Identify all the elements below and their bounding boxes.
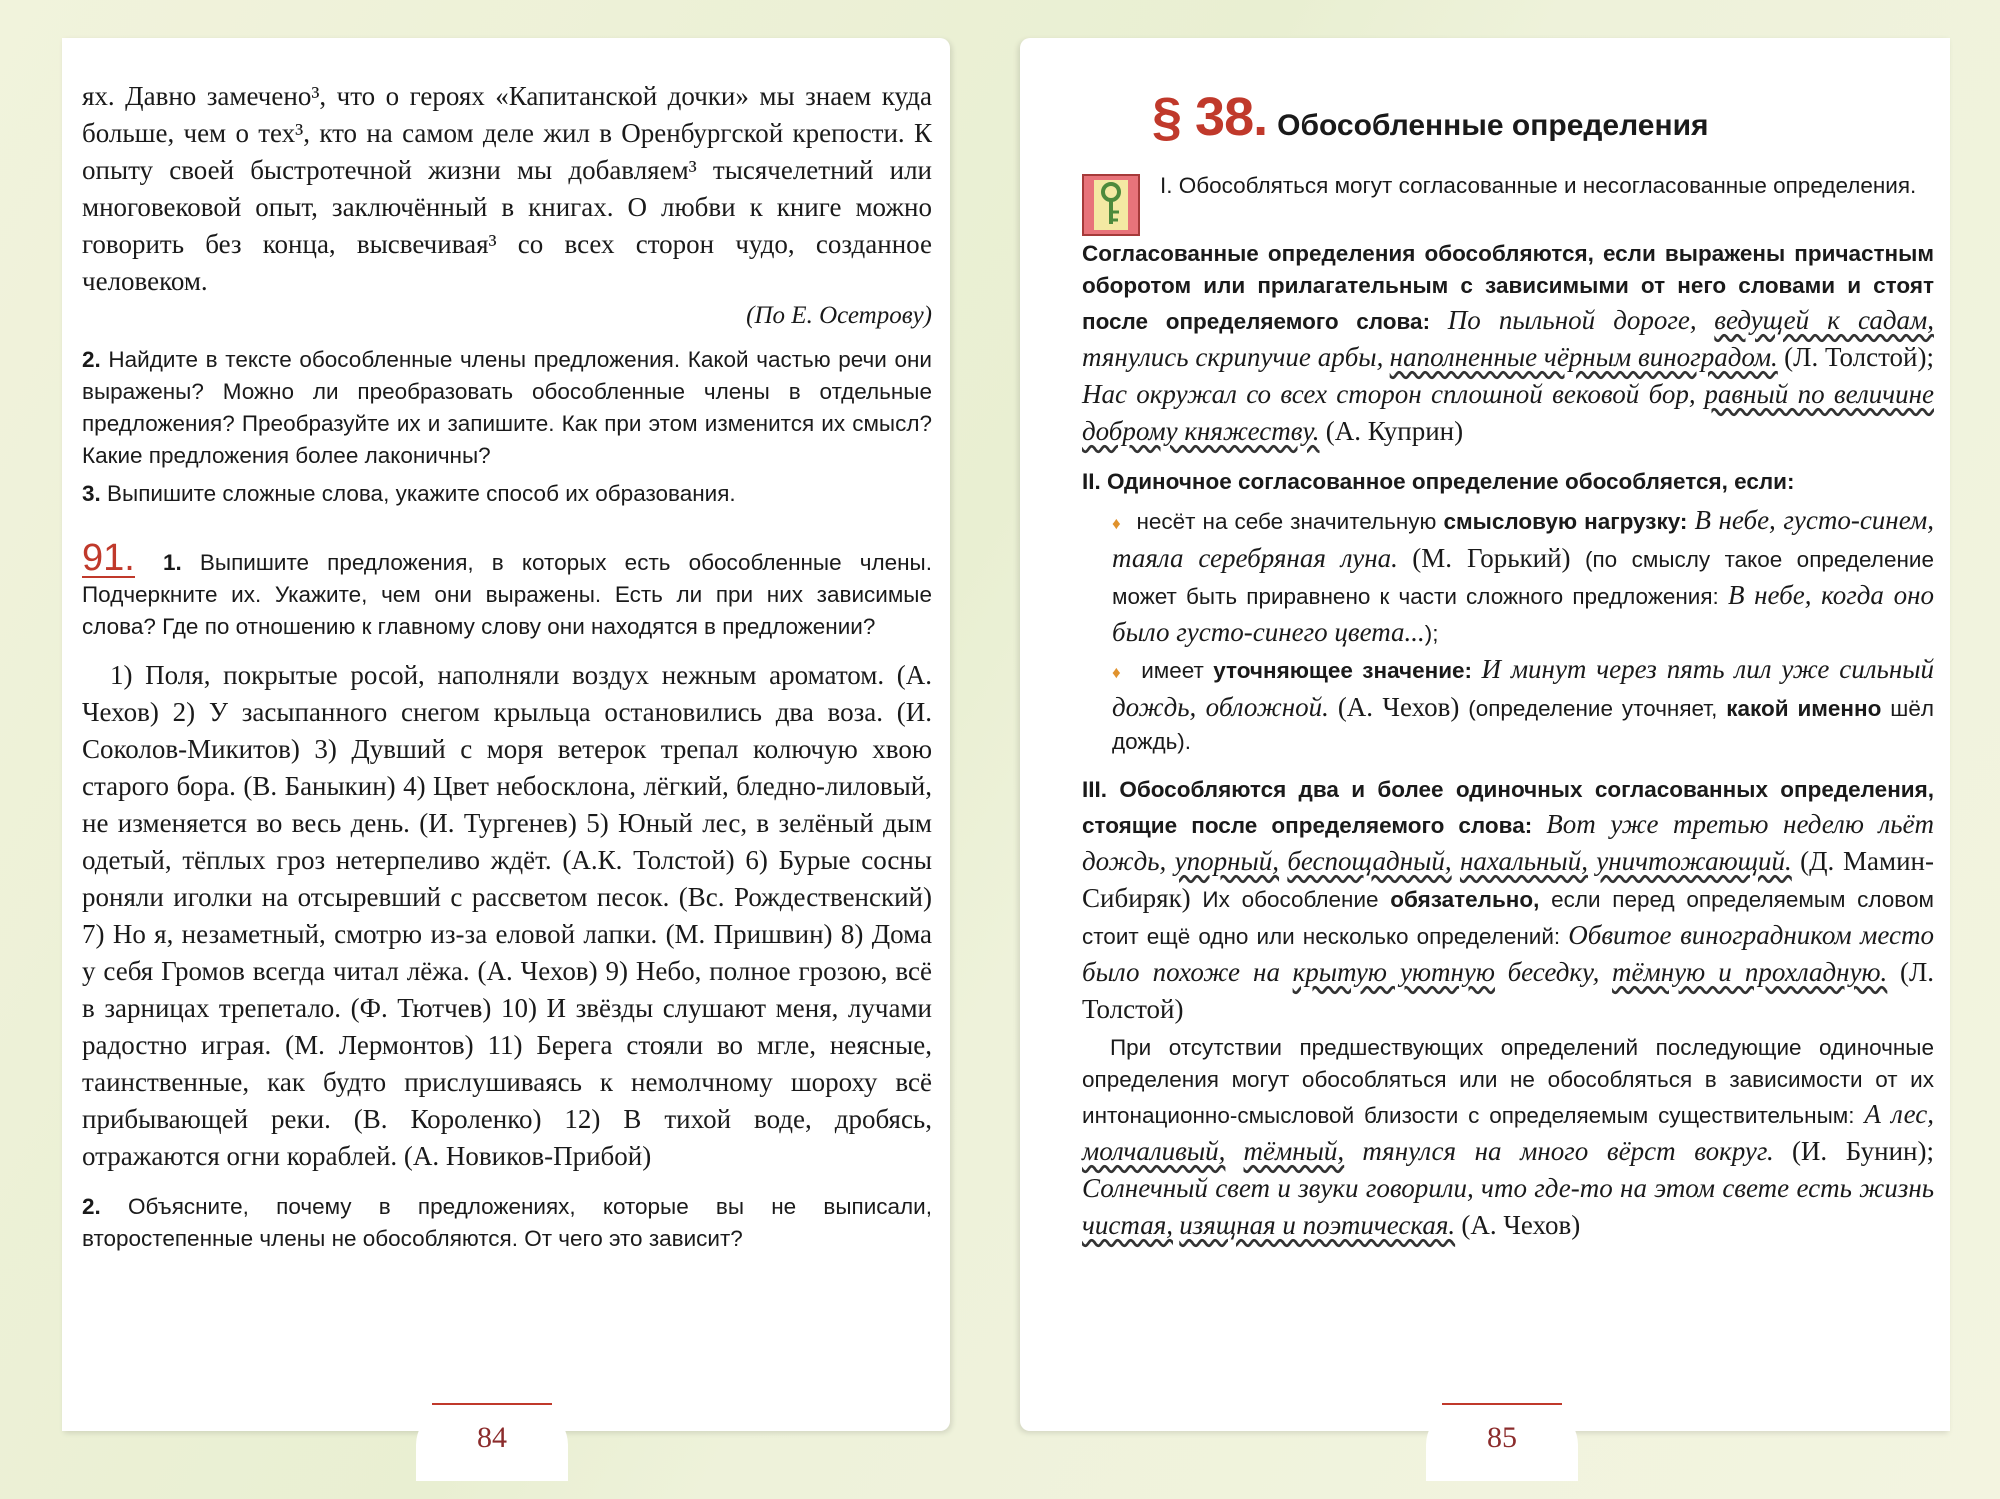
bullet-1-example: В небе, густо-синем, таяла серебряная луна.: [1112, 505, 1934, 573]
bullet-1-source: (М. Горький): [1412, 543, 1571, 573]
rule-1-source-2: (А. Куприн): [1325, 416, 1464, 446]
exercise-task-1-number: 1.: [162, 550, 182, 575]
closing-example-1: А лес,: [1864, 1099, 1934, 1129]
key-icon: [1082, 174, 1140, 236]
rule-3-source-2: (Л. Толстой): [1082, 957, 1935, 1024]
task-3-number: 3.: [82, 481, 101, 506]
page-number-left: 84: [477, 1421, 507, 1454]
closing-source-2: (А. Чехов): [1461, 1210, 1581, 1240]
rule-3-mid: Их обособление: [1202, 887, 1379, 912]
left-page-content: [82, 78, 932, 1255]
reading-source: (По Е. Осетрову): [746, 302, 932, 329]
bullet-1-end: );: [1424, 621, 1439, 646]
rule-2-heading: II. Одиночное согласованное определение обособляется, если:: [1082, 469, 1795, 494]
exercise-sentences: 1) Поля, покрытые росой, наполняли воздух нежным ароматом. (А. Чехов) 2) У засыпанного снегом крыльца остановились два воза. (И. Соколов-Микитов) 3) Дувший с моря ветерок трепал колючую хвою старого бора. (В. Баныкин) 4) Цвет небосклона, лёгкий, бледно-лиловый, не изменяется во весь день. (И. Тургенев) 5) Юный лес, в зелёный дым одетый, тёплых гроз нетерпеливо ждёт. (А.К. Толстой) 6) Бурые сосны роняли иголки на отсыревший с рассветом песок. (Вс. Рождественский) 7) Но я, незаметный, смотрю из-за еловой лапки. (М. Пришвин) 8) Дома у себя Громов всегда читал лёжа. (А. Чехов) 9) Небо, полное грозою, всё в зарницах трепетало. (Ф. Тютчев) 10) И звёзды слушают меня, лучами радостно играя. (М. Лермонтов) 11) Берега стояли во мгле, неясные, таинственные, как будто прислушиваясь к немолчному шороху всё прибывающей реки. (В. Короленко) 12) В тихой воде, дробясь, отражаются огни кораблей. (А. Новиков-Прибой): [82, 660, 932, 1171]
closing-example-1-underlined-2: тёмный,: [1243, 1136, 1345, 1166]
section-title: Обособленные определения: [1277, 109, 1709, 142]
section-number: § 38.: [1152, 87, 1268, 147]
page-number-rule: [432, 1403, 552, 1405]
closing-source-1: (И. Бунин);: [1791, 1136, 1934, 1166]
task-2-number: 2.: [82, 347, 101, 372]
rule-3-underlined-2: беспощадный,: [1287, 846, 1452, 876]
rule-3-example-2: Обвитое виноградником место было похоже на: [1082, 920, 1934, 987]
bullet-1-example-2: В небе, когда оно было густо-синего цвета...: [1112, 580, 1934, 647]
bullet-2-example: И минут через пять лил уже сильный дождь, обложной.: [1112, 654, 1934, 722]
bullet-1-pre: несёт на себе значительную: [1136, 509, 1437, 534]
rule-1-example-c: Нас окружал со всех сторон сплошной вековой бор,: [1082, 379, 1696, 409]
closing-example-1-end: тянулся на много вёрст вокруг.: [1362, 1136, 1774, 1166]
closing-text: При отсутствии предшествующих определений последующие одиночные определения могут обособляться или не обособляться в зависимости от их интонационно-смысловой близости с определяемым существительным:: [1082, 1035, 1934, 1128]
rule-1-bold: Согласованные определения обособляются, если выражены причастным оборотом или прилагательным с зависимыми от него словами и стоят после определяемого слова:: [1082, 241, 1934, 334]
section-heading: [1152, 86, 1934, 148]
rule-1: [1082, 238, 1934, 450]
rule-1-example-a-underlined: ведущей к садам,: [1714, 305, 1934, 335]
closing-example-2: Солнечный свет и звуки говорили, что где-то на этом свете есть жизнь: [1082, 1173, 1934, 1203]
rule-3-bold: III. Обособляются два и более одиночных согласованных определения, стоящие после определяемого слова:: [1082, 777, 1934, 838]
bullet-2-end: шёл дождь).: [1112, 696, 1934, 754]
bullet-2-source: (А. Чехов): [1337, 692, 1460, 722]
exercise-91-task-2: [82, 1191, 932, 1255]
task-3-text: Выпишите сложные слова, укажите способ их образования.: [107, 481, 736, 506]
rule-3-example-2-underlined: крытую уютную: [1292, 957, 1495, 987]
rule-1-intro-row: [1082, 170, 1934, 236]
exercise-task-2-text: Объясните, почему в предложениях, которые вы не выписали, второстепенные члены не обособляются. От чего это зависит?: [82, 1194, 932, 1251]
right-page-content: [1082, 86, 1934, 1244]
closing-example-2-underlined-1: чистая,: [1082, 1210, 1173, 1240]
task-2: [82, 344, 932, 472]
closing-paragraph: [1082, 1032, 1934, 1244]
bullet-2-post: (определение уточняет,: [1468, 696, 1718, 721]
task-2-text: Найдите в тексте обособленные члены предложения. Какой частью речи они выражены? Можно ли преобразовать обособленные члены в отдельные предложения? Преобразуйте их и запишите. Как при этом изменится их смысл? Какие предложения более лаконичны?: [82, 347, 932, 468]
rule-1-source-1: (Л. Толстой);: [1784, 342, 1934, 372]
page-number-rule: [1442, 1403, 1562, 1405]
reading-text: ях. Давно замечено³, что о героях «Капитанской дочки» мы знаем куда больше, чем о тех³, кто на самом деле жил в Оренбургской крепости. К опыту своей быстротечной жизни мы добавляем³ тысячелетний или многовековой опыт, заключённый в книгах. О любви к книге можно говорить без конца, высвечивая³ со всех сторон чудо, созданное человеком.: [82, 81, 932, 296]
exercise-task-2-number: 2.: [82, 1194, 101, 1219]
task-3: [82, 478, 932, 510]
rule-3-mid-2: если перед определяемым словом стоит ещё одно или несколько определений:: [1082, 887, 1934, 949]
rule-3-example-a: Вот уже третью неделю льёт дождь,: [1082, 809, 1934, 876]
bullet-1-bold: смысловую нагрузку:: [1443, 509, 1688, 534]
rule-1-example-c-underlined: равный по величине доброму княжеству.: [1082, 379, 1934, 446]
exercise-91-task-1: [82, 537, 932, 643]
rule-3-underlined-1: упорный,: [1174, 846, 1280, 876]
bullet-icon: ♦: [1112, 514, 1122, 533]
rule-1-intro: I. Обособляться могут согласованные и несогласованные определения.: [1160, 173, 1917, 198]
rule-1-example-b-underlined: наполненные чёрным виноградом.: [1389, 342, 1778, 372]
left-page: [62, 38, 950, 1431]
rule-3-source: (Д. Мамин-Сибиряк): [1082, 846, 1934, 913]
rule-2-bullet-1: [1082, 502, 1934, 651]
rule-2-bullet-2: [1082, 651, 1934, 758]
right-page: [1020, 38, 1950, 1431]
rule-3-example-2-underlined-2: тёмную и прохладную.: [1612, 957, 1888, 987]
exercise-task-1-text: Выпишите предложения, в которых есть обособленные члены. Подчеркните их. Укажите, чем они выражены. Есть ли при них зависимые слова? Где по отношению к главному слову они находятся в предложении?: [82, 550, 932, 639]
page-number-right: 85: [1487, 1421, 1517, 1454]
rule-3-example-2-word: беседку,: [1507, 957, 1600, 987]
rule-3-underlined-3: нахальный,: [1459, 846, 1588, 876]
rule-1-example-a: По пыльной дороге,: [1447, 305, 1697, 335]
bullet-2-pre: имеет: [1141, 658, 1204, 683]
exercise-number: 91.: [82, 537, 135, 579]
bullet-2-bold: уточняющее значение:: [1213, 658, 1473, 683]
closing-example-1-underlined-1: молчаливый,: [1082, 1136, 1226, 1166]
page-number-tab-left: [416, 1391, 568, 1481]
bullet-2-bold-2: какой именно: [1726, 696, 1882, 721]
rule-1-example-b: тянулись скрипучие арбы,: [1082, 342, 1384, 372]
rule-3-mid-bold: обязательно,: [1390, 887, 1540, 912]
bullet-icon: ♦: [1112, 663, 1124, 682]
rule-3-underlined-4: уничтожающий.: [1596, 846, 1792, 876]
bullet-1-post: (по смыслу такое определение может быть приравнено к части сложного предложения:: [1112, 547, 1934, 609]
closing-example-2-underlined-2: изящная и поэтическая.: [1179, 1210, 1456, 1240]
page-number-tab-right: [1426, 1391, 1578, 1481]
rule-3: [1082, 774, 1934, 1028]
